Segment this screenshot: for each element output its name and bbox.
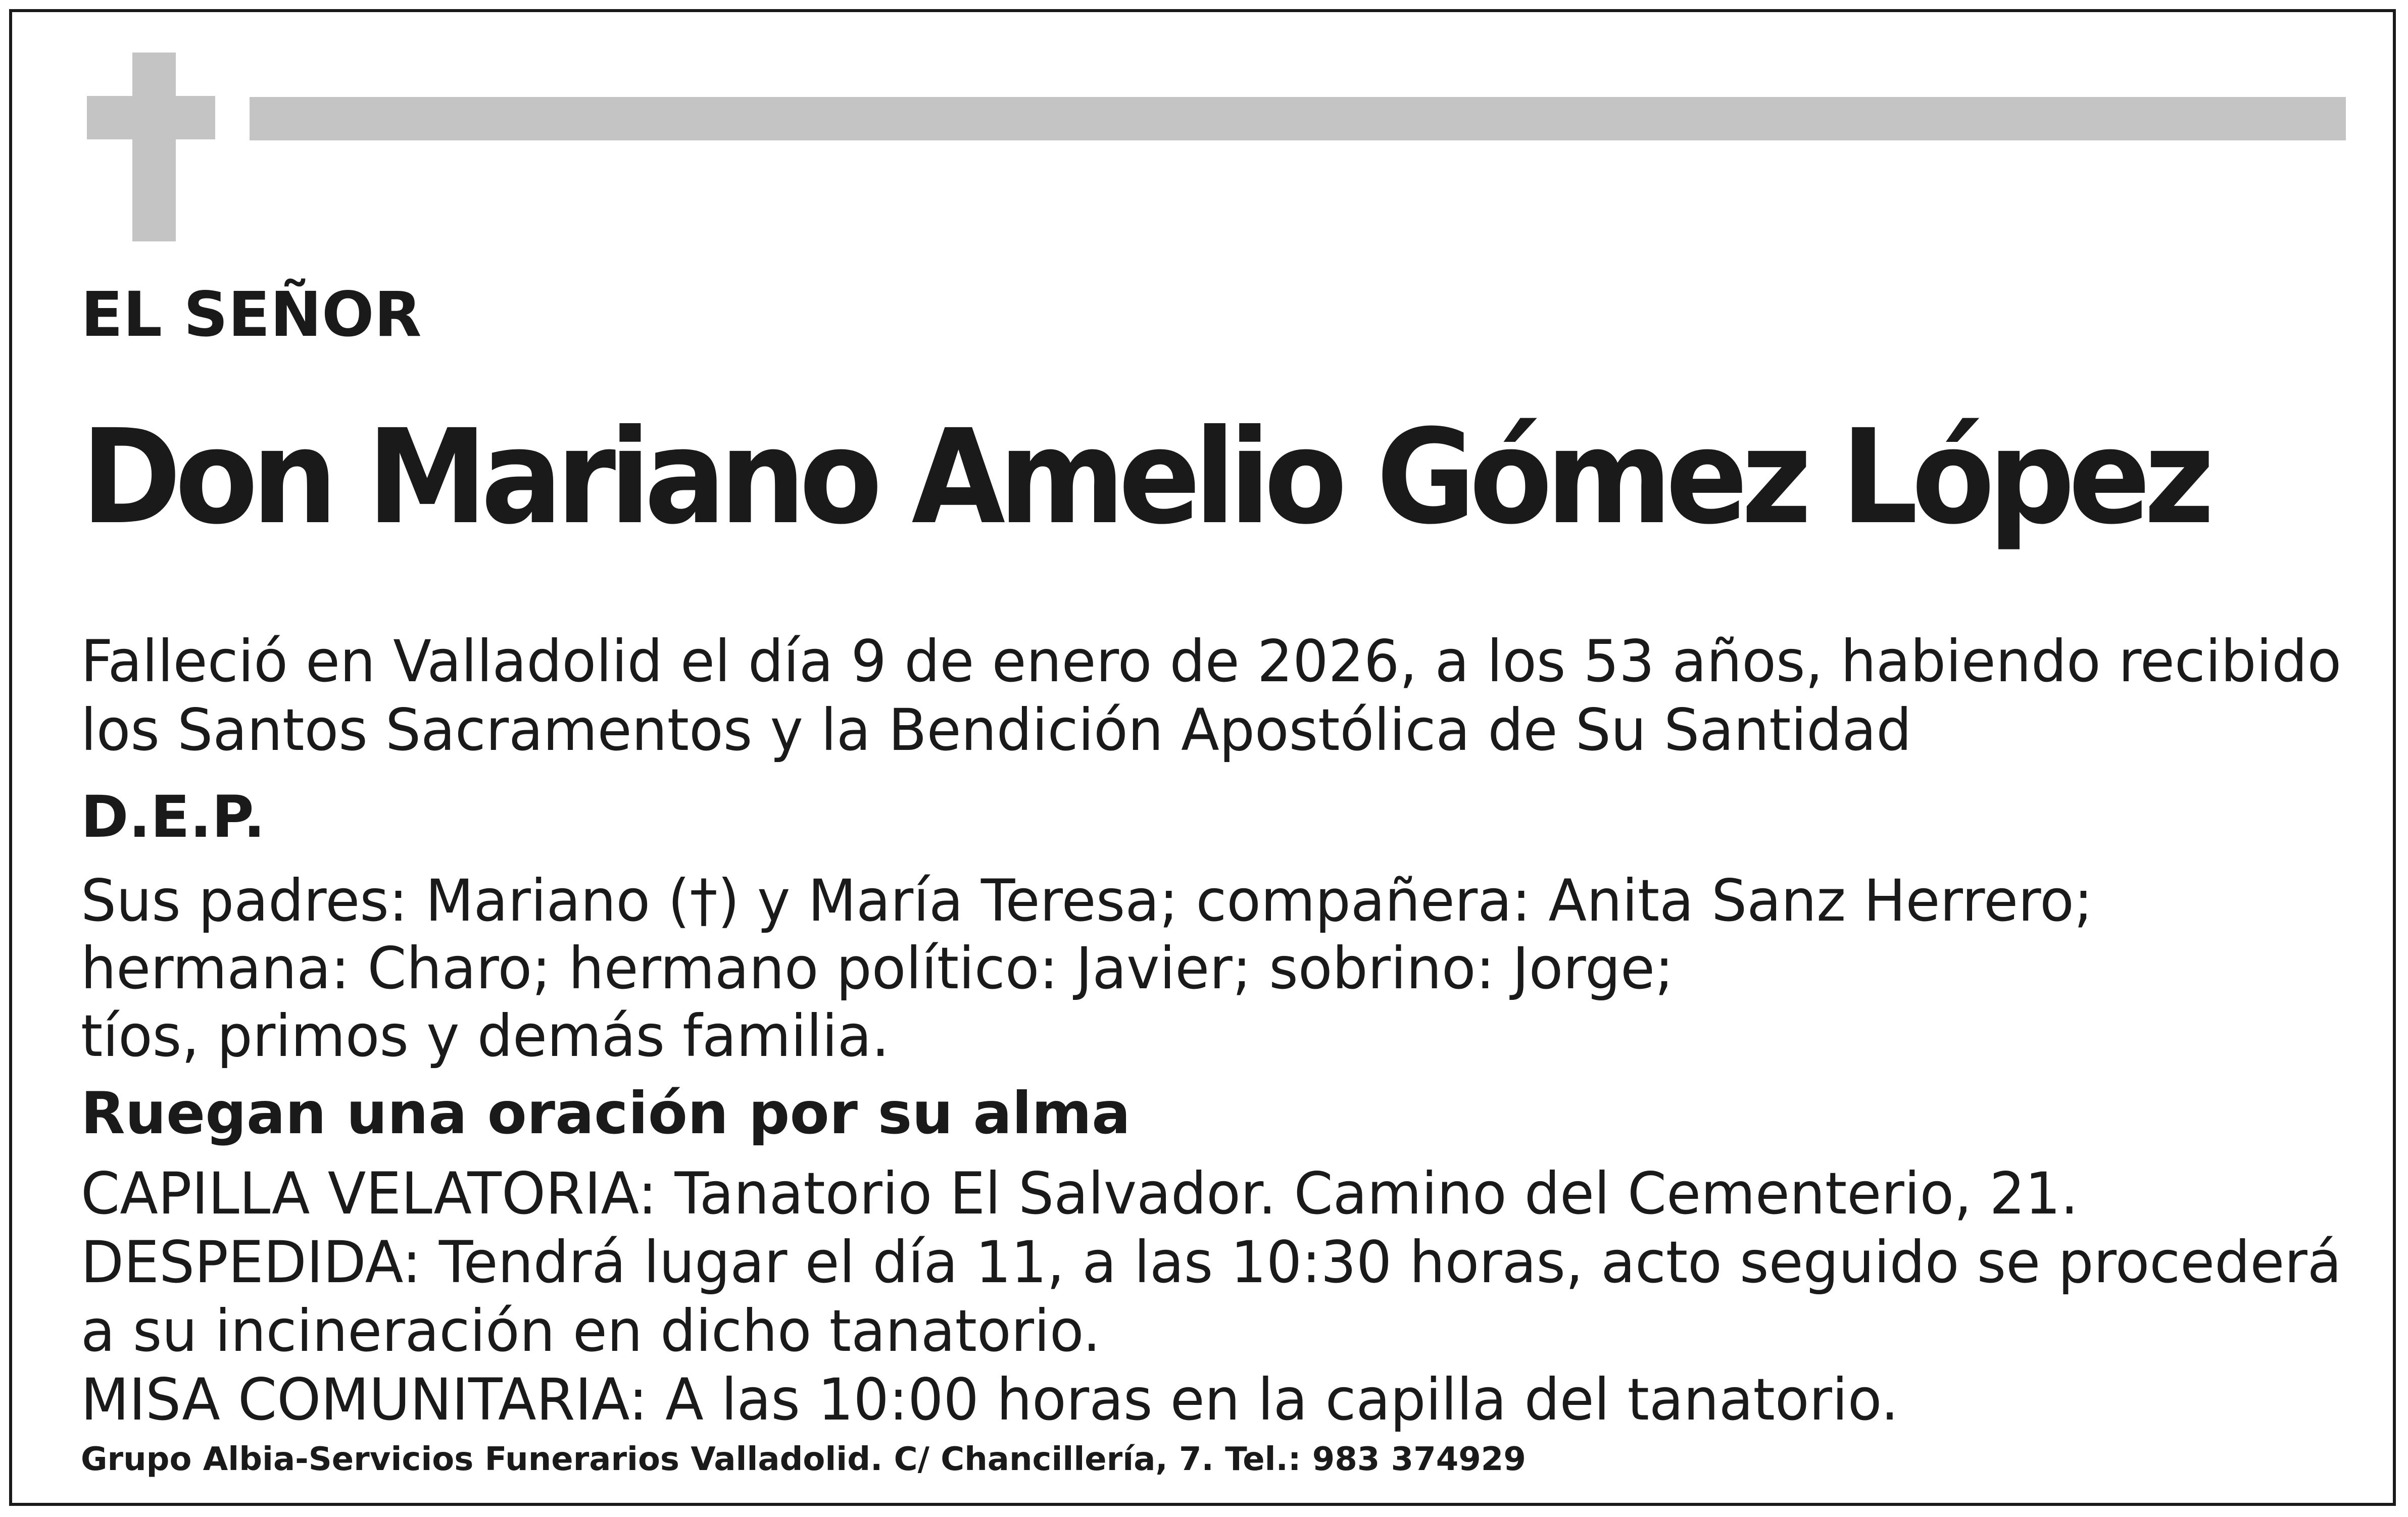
service-line-mass: MISA COMUNITARIA: A las 10:00 horas en la capilla del tanatorio. — [81, 1366, 1899, 1433]
deceased-name: Don Mariano Amelio Gómez López — [81, 401, 2208, 553]
funeral-home-footer: Grupo Albia-Servicios Funerarios Valladolid. C/ Chancillería, 7. Tel.: 983 374929 — [81, 1441, 1526, 1478]
death-line-1: Falleció en Valladolid el día 9 de enero de 2026, a los 53 años, habiendo recibido — [81, 628, 2342, 695]
service-line-farewell-cont: a su incineración en dicho tanatorio. — [81, 1297, 1101, 1364]
header-rule — [250, 97, 2346, 140]
service-line-chapel: CAPILLA VELATORIA: Tanatorio El Salvador. Camino del Cementerio, 21. — [81, 1160, 2079, 1227]
cross-icon-vertical — [132, 53, 176, 241]
death-line-2: los Santos Sacramentos y la Bendición Apostólica de Su Santidad — [81, 696, 1912, 764]
cross-icon-horizontal — [87, 96, 215, 139]
family-line-1: Sus padres: Mariano (†) y María Teresa; compañera: Anita Sanz Herrero; — [81, 867, 2093, 934]
honorific: EL SEÑOR — [81, 279, 422, 350]
prayer-request: Ruegan una oración por su alma — [81, 1080, 1131, 1147]
family-line-3: tíos, primos y demás familia. — [81, 1002, 890, 1070]
family-line-2: hermana: Charo; hermano político: Javier; sobrino: Jorge; — [81, 935, 1674, 1002]
rip-heading: D.E.P. — [81, 783, 266, 850]
service-line-farewell: DESPEDIDA: Tendrá lugar el día 11, a las 10:30 horas, acto seguido se procederá — [81, 1229, 2342, 1296]
